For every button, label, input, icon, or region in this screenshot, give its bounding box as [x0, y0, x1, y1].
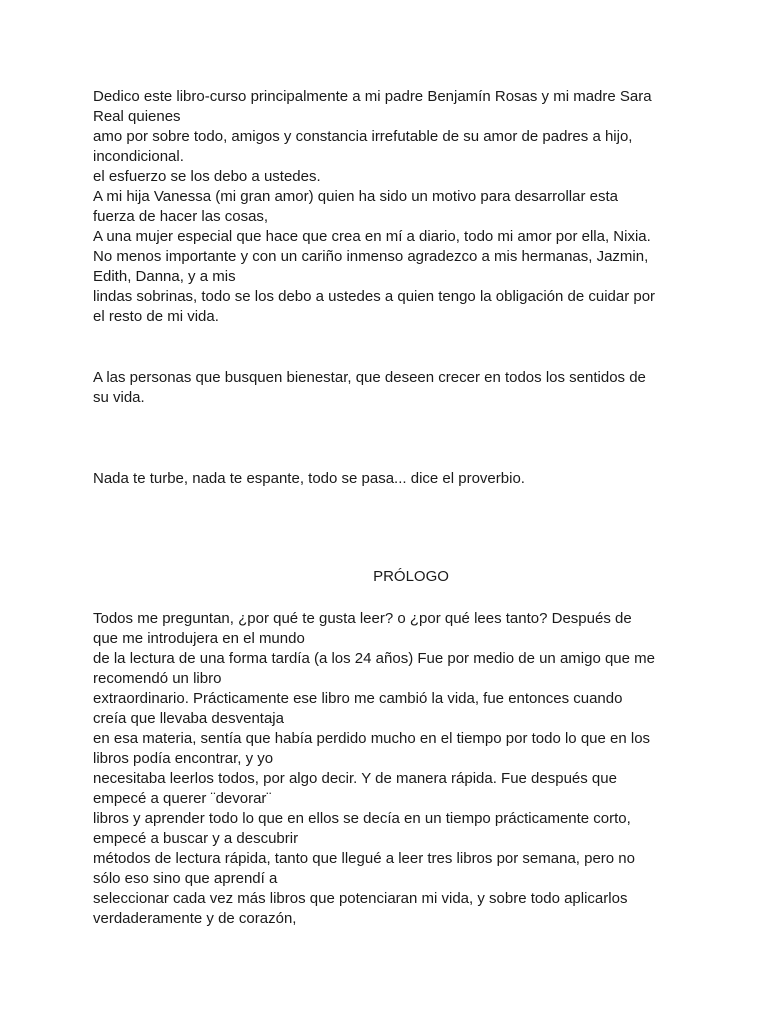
- dedication-line: fuerza de hacer las cosas,: [93, 208, 269, 225]
- prologue-line: necesitaba leerlos todos, por algo decir. Y de manera rápida. Fue después que: [93, 770, 617, 787]
- prologue-line: creía que llevaba desventaja: [93, 710, 284, 727]
- dedication-line: el esfuerzo se los debo a ustedes.: [93, 168, 321, 185]
- prologue-line: que me introdujera en el mundo: [93, 630, 305, 647]
- prologue-line: sólo eso sino que aprendí a: [93, 870, 278, 887]
- prologue-line: de la lectura de una forma tardía (a los 24 años) Fue por medio de un amigo que me: [93, 650, 655, 667]
- prologue-line: seleccionar cada vez más libros que potenciaran mi vida, y sobre todo aplicarlos: [93, 890, 628, 907]
- prologue-line: extraordinario. Prácticamente ese libro me cambió la vida, fue entonces cuando: [93, 690, 623, 707]
- prologue-line: verdaderamente y de corazón,: [93, 910, 297, 927]
- dedication-line: Dedico este libro-curso principalmente a mi padre Benjamín Rosas y mi madre Sara: [93, 88, 652, 105]
- prologue-line: recomendó un libro: [93, 670, 222, 687]
- dedication-line: lindas sobrinas, todo se los debo a ustedes a quien tengo la obligación de cuidar por: [93, 288, 656, 305]
- dedication-line: Real quienes: [93, 108, 181, 125]
- proverb-line: Nada te turbe, nada te espante, todo se pasa... dice el proverbio.: [93, 470, 525, 487]
- dedication-line: Edith, Danna, y a mis: [93, 268, 236, 285]
- prologue-line: empecé a querer ¨devorar¨: [93, 790, 272, 807]
- prologue-heading: PRÓLOGO: [373, 568, 449, 585]
- dedication-line: incondicional.: [93, 148, 184, 165]
- prologue-line: libros podía encontrar, y yo: [93, 750, 274, 767]
- dedication-line: No menos importante y con un cariño inmenso agradezco a mis hermanas, Jazmin,: [93, 248, 649, 265]
- dedication-line: A una mujer especial que hace que crea en mí a diario, todo mi amor por ella, Nixia.: [93, 228, 651, 245]
- audience-line: A las personas que busquen bienestar, que deseen crecer en todos los sentidos de: [93, 369, 646, 386]
- prologue-line: en esa materia, sentía que había perdido mucho en el tiempo por todo lo que en los: [93, 730, 651, 747]
- prologue-line: libros y aprender todo lo que en ellos se decía en un tiempo prácticamente corto,: [93, 810, 631, 827]
- prologue-line: Todos me preguntan, ¿por qué te gusta leer? o ¿por qué lees tanto? Después de: [93, 610, 632, 627]
- dedication-line: el resto de mi vida.: [93, 308, 219, 325]
- audience-line: su vida.: [93, 389, 145, 406]
- dedication-line: amo por sobre todo, amigos y constancia irrefutable de su amor de padres a hijo,: [93, 128, 633, 145]
- dedication-line: A mi hija Vanessa (mi gran amor) quien ha sido un motivo para desarrollar esta: [93, 188, 618, 205]
- prologue-line: métodos de lectura rápida, tanto que llegué a leer tres libros por semana, pero no: [93, 850, 635, 867]
- prologue-line: empecé a buscar y a descubrir: [93, 830, 299, 847]
